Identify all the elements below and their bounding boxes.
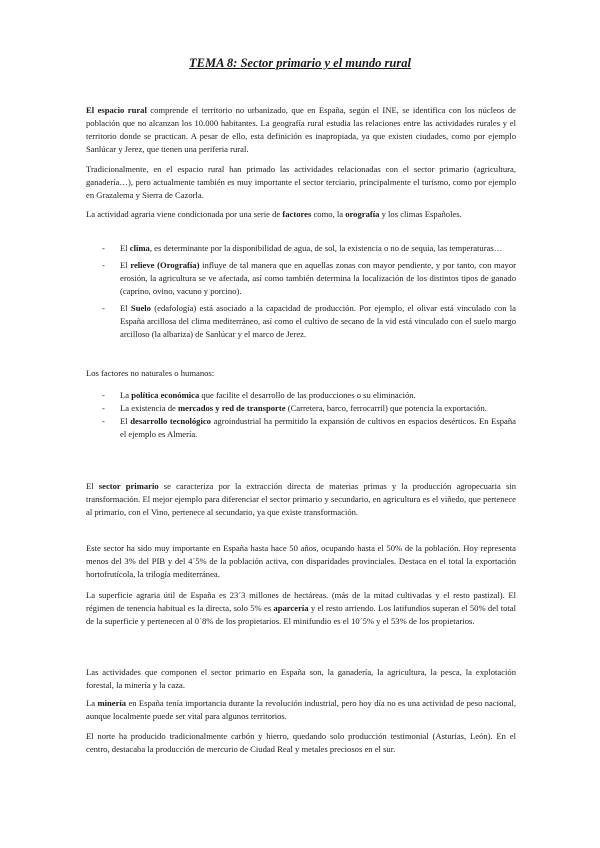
paragraph-agrarian-surface: La superficie agraria útil de España es 23´3 millones de hectáreas. (más de la mitad cultivadas y el resto pastizal). El régimen de tenencia habitual es la directa, solo 5% es aparcería y el resto arriendo. Los latifundios superan el 50% del total de la superficie y pertenecen al 0´8% de los propietarios. El minifundio es el 10´5% y el 53% de los propietarios.	[86, 590, 516, 626]
term-factors: factores	[282, 209, 312, 219]
term-orography: orografía	[345, 209, 380, 219]
term-primary-sector: sector primario	[98, 481, 159, 491]
paragraph-activities: Las actividades que componen el sector primario en España son, la ganadería, la agricultura, la pesca, la explotación forestal, la minería y la caza.	[86, 667, 516, 690]
natural-factors-list	[86, 242, 516, 345]
paragraph-mining: La minería en España tenía importancia durante la revolución industrial, pero hoy día no es una actividad de peso nacional, aunque localmente puede ser vital para algunos territorios.	[86, 698, 516, 721]
list-item: - La política económica que facilite el desarrollo de las producciones o su eliminación.	[86, 389, 516, 402]
paragraph-rural-space: El espacio rural comprende el territorio no urbanizado, que en España, según el INE, se identifica con los núcleos de población que no alcanzan los 10.000 habitantes. La geografía rural estudia las relaciones entre las actividades rurales y el territorio donde se practican. A pesar de ello, esta definición es inapropiada, ya que existen ciudades, como por ejemplo Sanlúcar y Jerez, que tienen una periferia rural.	[86, 105, 516, 154]
list-item: - La existencia de mercados y red de transporte (Carretera, barco, ferrocarril) que potencia la exportación.	[86, 402, 516, 415]
list-item: - El desarrollo tecnológico agroindustrial ha permitido la expansión de cultivos en espacios desérticos. En España el ejemplo es Almería.	[86, 415, 516, 441]
term-aparceria: aparcería	[273, 603, 309, 613]
page-title: TEMA 8: Sector primario y el mundo rural	[189, 56, 411, 70]
paragraph-factors-intro: La actividad agraria viene condicionada por una serie de factores como, la orografía y los climas Españoles.	[86, 209, 462, 219]
paragraph-traditional: Tradicionalmente, en el espacio rural han primado las actividades relacionadas con el sector primario (agricultura, ganadería…), pero actualmente también es muy importante el sector terciario, principalmente el turismo, como por ejemplo en Grazalema y Sierra de Cazorla.	[86, 164, 516, 200]
list-item: - El clima, es determinante por la disponibilidad de agua, de sol, la existencia o no de sequía, las temperaturas…	[86, 242, 516, 255]
list-item: - El Suelo (edafología) está asociado a la capacidad de producción. Por ejemplo, el olivar está vinculado con la España arcillosa del clima mediterráneo, así como el cultivo de secano de la vid está vinculado con el suelo margo arcilloso (la albariza) de Sanlúcar y el marco de Jerez.	[86, 302, 516, 341]
paragraph-primary-sector: El sector primario se caracteriza por la extracción directa de materias primas y la producción agropecuaria sin transformación. El mejor ejemplo para diferenciar el sector primario y secundario, en agricultura es el viñedo, que pertenece al primario, con el Vino, pertenece al secundario, ya que existe transformación.	[86, 481, 516, 517]
human-factors-list	[86, 389, 516, 441]
term-rural-space: El espacio rural	[86, 105, 147, 115]
list-item: - El relieve (Orografía) influye de tal manera que en aquellas zonas con mayor pendiente, y por tanto, con mayor erosión, la agricultura se ve afectada, así como también determina la localización de los distintos tipos de ganado (caprino, ovino, vacuno y porcino).	[86, 259, 516, 298]
paragraph-importance: Este sector ha sido muy importante en España hasta hace 50 años, ocupando hasta el 50% de la población. Hoy representa menos del 3% del PIB y del 4´5% de la población activa, con disparidades provinciales. Destaca en el total la exportación hortofrutícola, la trilogía mediterránea.	[86, 543, 516, 579]
term-mining: minería	[97, 698, 127, 708]
paragraph-north: El norte ha producido tradicionalmente carbón y hierro, quedando solo producción testimonial (Asturias, León). En el centro, destacaba la producción de mercurio de Ciudad Real y metales preciosos en el sur.	[86, 731, 516, 754]
paragraph-human-factors-intro: Los factores no naturales o humanos:	[86, 368, 215, 378]
